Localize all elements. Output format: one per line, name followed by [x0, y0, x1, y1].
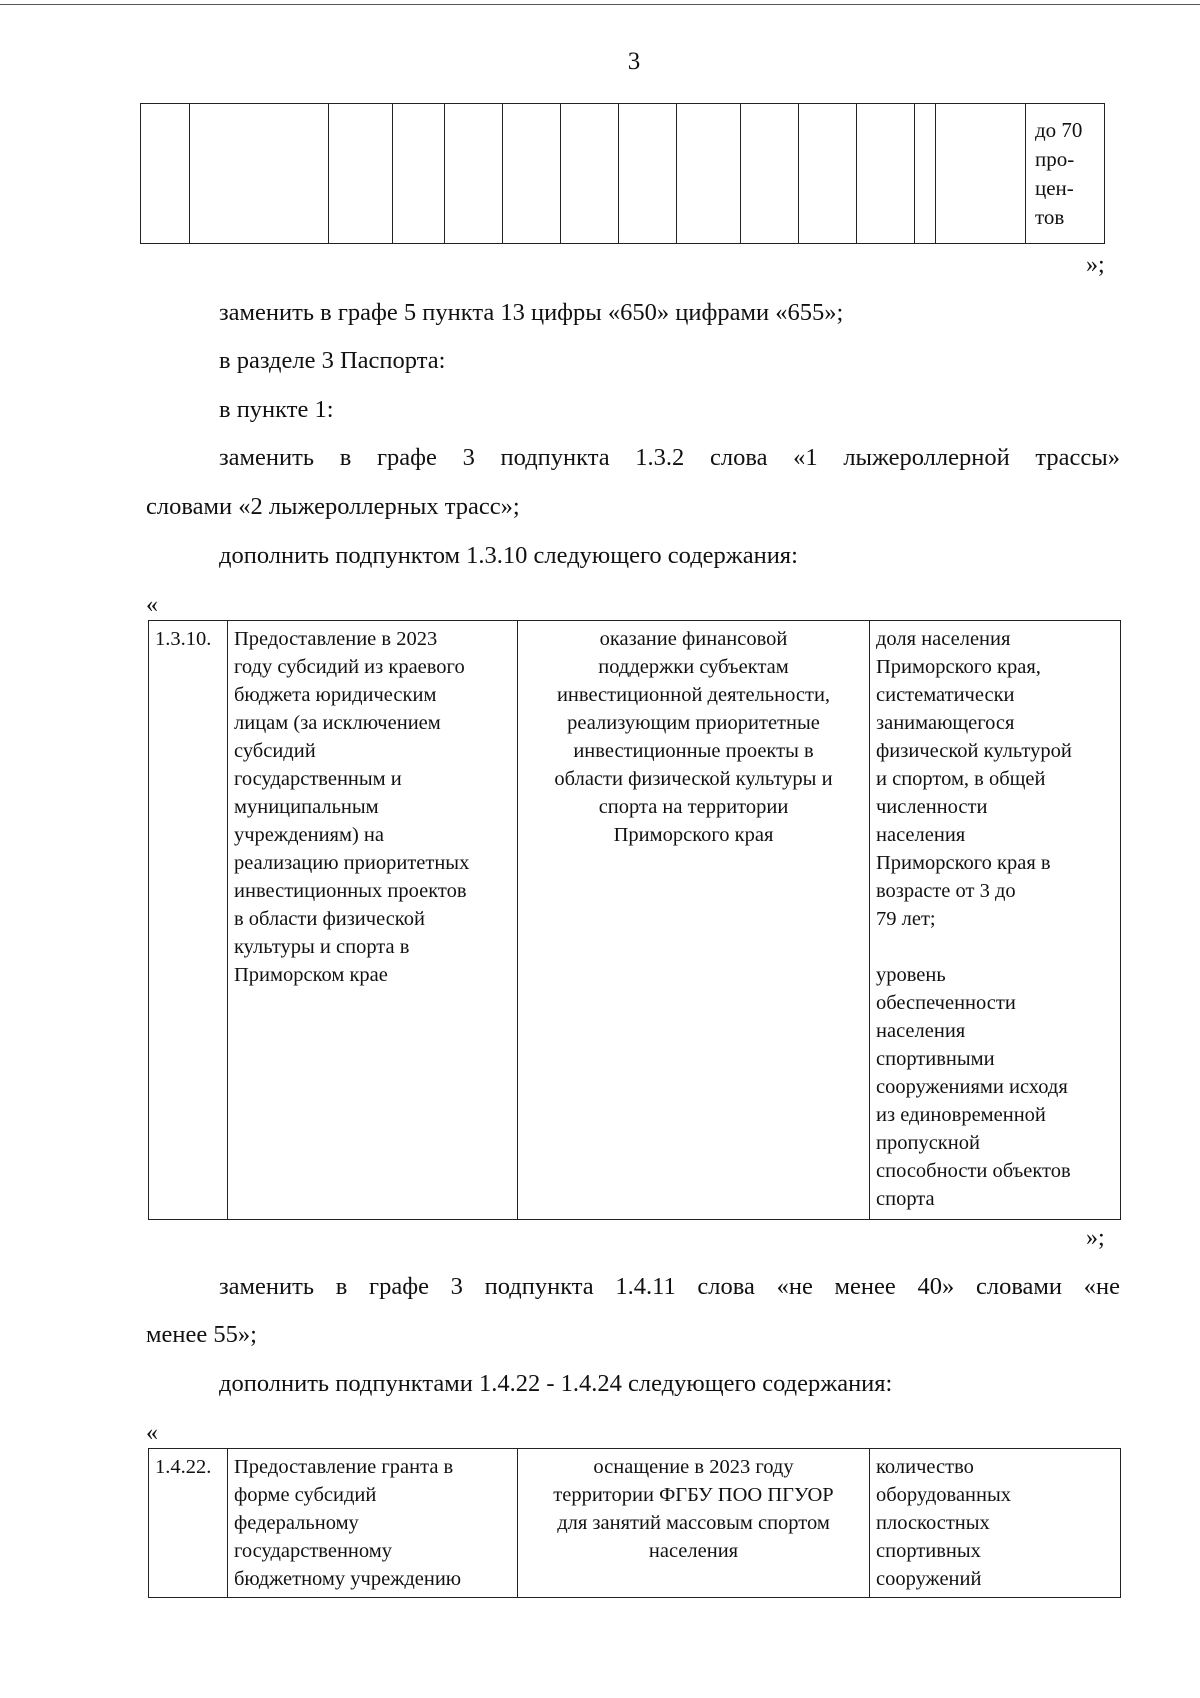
cell-line: лицам (за исключением: [234, 712, 441, 734]
cell-line: субсидий: [234, 740, 316, 762]
cell-line: сооружениями исходя: [876, 1076, 1068, 1098]
cell-line: государственным и: [234, 768, 402, 790]
cell-line: численности: [876, 796, 988, 818]
cell-line: возрасте от 3 до: [876, 880, 1016, 902]
cell-line: Предоставление гранта в: [234, 1456, 454, 1478]
table-cell: [393, 104, 445, 244]
percent-cell: [1026, 104, 1105, 244]
result-cell: [518, 1449, 870, 1598]
cell-line: инвестиционных проектов: [234, 880, 467, 902]
row-number: 1.3.10.: [149, 621, 228, 1220]
cell-line: году субсидий из краевого: [234, 656, 465, 678]
paragraph: словами «2 лыжероллерных трасс»;: [146, 493, 520, 520]
cell-line: населения: [648, 1540, 739, 1562]
cell-line: области физической культуры и: [554, 768, 833, 790]
paragraph: заменить в графе 5 пункта 13 цифры «650» цифрами «655»;: [219, 299, 844, 326]
table-cell: [141, 104, 190, 244]
cell-line: для занятий массовым спортом: [557, 1512, 830, 1534]
cell-line: государственному: [234, 1540, 392, 1562]
cell-line: цен-: [1035, 176, 1074, 200]
cell-line: Приморском крае: [234, 964, 388, 986]
table-cell: [677, 104, 741, 244]
cell-line: спортивными: [876, 1048, 995, 1070]
table-cell: [619, 104, 677, 244]
table-cell: [561, 104, 619, 244]
cell-line: пропускной: [876, 1132, 980, 1154]
cell-line: спорта на территории: [598, 796, 789, 818]
cell-line: доля населения: [876, 628, 1011, 650]
indicator-cell: [870, 1449, 1121, 1598]
cell-line: про-: [1035, 147, 1075, 171]
closing-quote: »;: [1086, 1225, 1105, 1251]
cell-line: реализацию приоритетных: [234, 852, 470, 874]
cell-line: количество: [876, 1456, 974, 1478]
table-cell: [936, 104, 1026, 244]
cell-line: оказание финансовой: [599, 628, 788, 650]
cell-line: учреждениям) на: [234, 824, 384, 846]
subitem-table-1-4-22: [148, 1448, 1121, 1598]
cell-line: Приморского края,: [876, 656, 1041, 678]
cell-line: Приморского края в: [876, 852, 1051, 874]
measure-name-cell: [228, 621, 518, 1220]
cell-line: инвестиционные проекты в: [573, 740, 814, 762]
cell-line: в области физической: [234, 908, 425, 930]
cell-line: бюджета юридическим: [234, 684, 437, 706]
cell-line: занимающегося: [876, 712, 1015, 734]
cell-line: населения: [876, 1020, 966, 1042]
cell-line: муниципальным: [234, 796, 379, 818]
table-cell: [329, 104, 393, 244]
cell-line: населения: [876, 824, 966, 846]
cell-line: тов: [1035, 205, 1065, 229]
cell-line: Приморского края: [613, 824, 774, 846]
continuation-table: [140, 103, 1105, 244]
cell-line: 79 лет;: [876, 908, 936, 930]
table-cell: [915, 104, 936, 244]
cell-line: поддержки субъектам: [598, 656, 789, 678]
cell-line: спортивных: [876, 1540, 981, 1562]
paragraph: заменить в графе 3 подпункта 1.3.2 слова «1 лыжероллерной трассы»: [219, 444, 1120, 471]
page-number: 3: [627, 48, 641, 75]
cell-line: реализующим приоритетные: [567, 712, 820, 734]
closing-quote: »;: [1086, 252, 1105, 278]
cell-line: оснащение в 2023 году: [593, 1456, 794, 1478]
cell-line: Предоставление в 2023: [234, 628, 438, 650]
cell-line: и спортом, в общей: [876, 768, 1046, 790]
cell-line: федеральному: [234, 1512, 359, 1534]
cell-line: сооружений: [876, 1568, 982, 1590]
table-cell: [190, 104, 329, 244]
cell-line: культуры и спорта в: [234, 936, 410, 958]
cell-line: систематически: [876, 684, 1015, 706]
paragraph: заменить в графе 3 подпункта 1.4.11 слова «не менее 40» словами «не: [219, 1273, 1120, 1300]
cell-line: способности объектов: [876, 1160, 1071, 1182]
spacer: [876, 933, 1114, 961]
indicator-cell: [870, 621, 1121, 1220]
cell-line: физической культурой: [876, 740, 1072, 762]
measure-name-cell: [228, 1449, 518, 1598]
table-cell: [799, 104, 857, 244]
table-cell: [741, 104, 799, 244]
table-cell: [503, 104, 561, 244]
cell-line: из единовременной: [876, 1104, 1046, 1126]
paragraph: в пункте 1:: [219, 396, 334, 423]
subitem-table-1-3-10: [148, 620, 1121, 1220]
result-cell: [518, 621, 870, 1220]
page-top-edge-line: [0, 4, 1200, 5]
opening-quote: «: [146, 592, 158, 618]
paragraph: дополнить подпунктами 1.4.22 - 1.4.24 следующего содержания:: [219, 1370, 893, 1397]
cell-line: форме субсидий: [234, 1484, 377, 1506]
table-cell: [445, 104, 503, 244]
row-number: 1.4.22.: [149, 1449, 228, 1598]
cell-line: территории ФГБУ ПОО ПГУОР: [553, 1484, 834, 1506]
cell-line: до 70: [1035, 118, 1083, 142]
cell-line: обеспеченности: [876, 992, 1016, 1014]
cell-line: уровень: [876, 964, 946, 986]
table-cell: [857, 104, 915, 244]
cell-line: оборудованных: [876, 1484, 1012, 1506]
cell-line: плоскостных: [876, 1512, 990, 1534]
opening-quote: «: [146, 1420, 158, 1446]
cell-line: спорта: [876, 1188, 935, 1210]
paragraph: менее 55»;: [146, 1321, 257, 1348]
cell-line: бюджетному учреждению: [234, 1568, 462, 1590]
paragraph: в разделе 3 Паспорта:: [219, 347, 446, 374]
paragraph: дополнить подпунктом 1.3.10 следующего содержания:: [219, 542, 798, 569]
cell-line: инвестиционной деятельности,: [556, 684, 831, 706]
